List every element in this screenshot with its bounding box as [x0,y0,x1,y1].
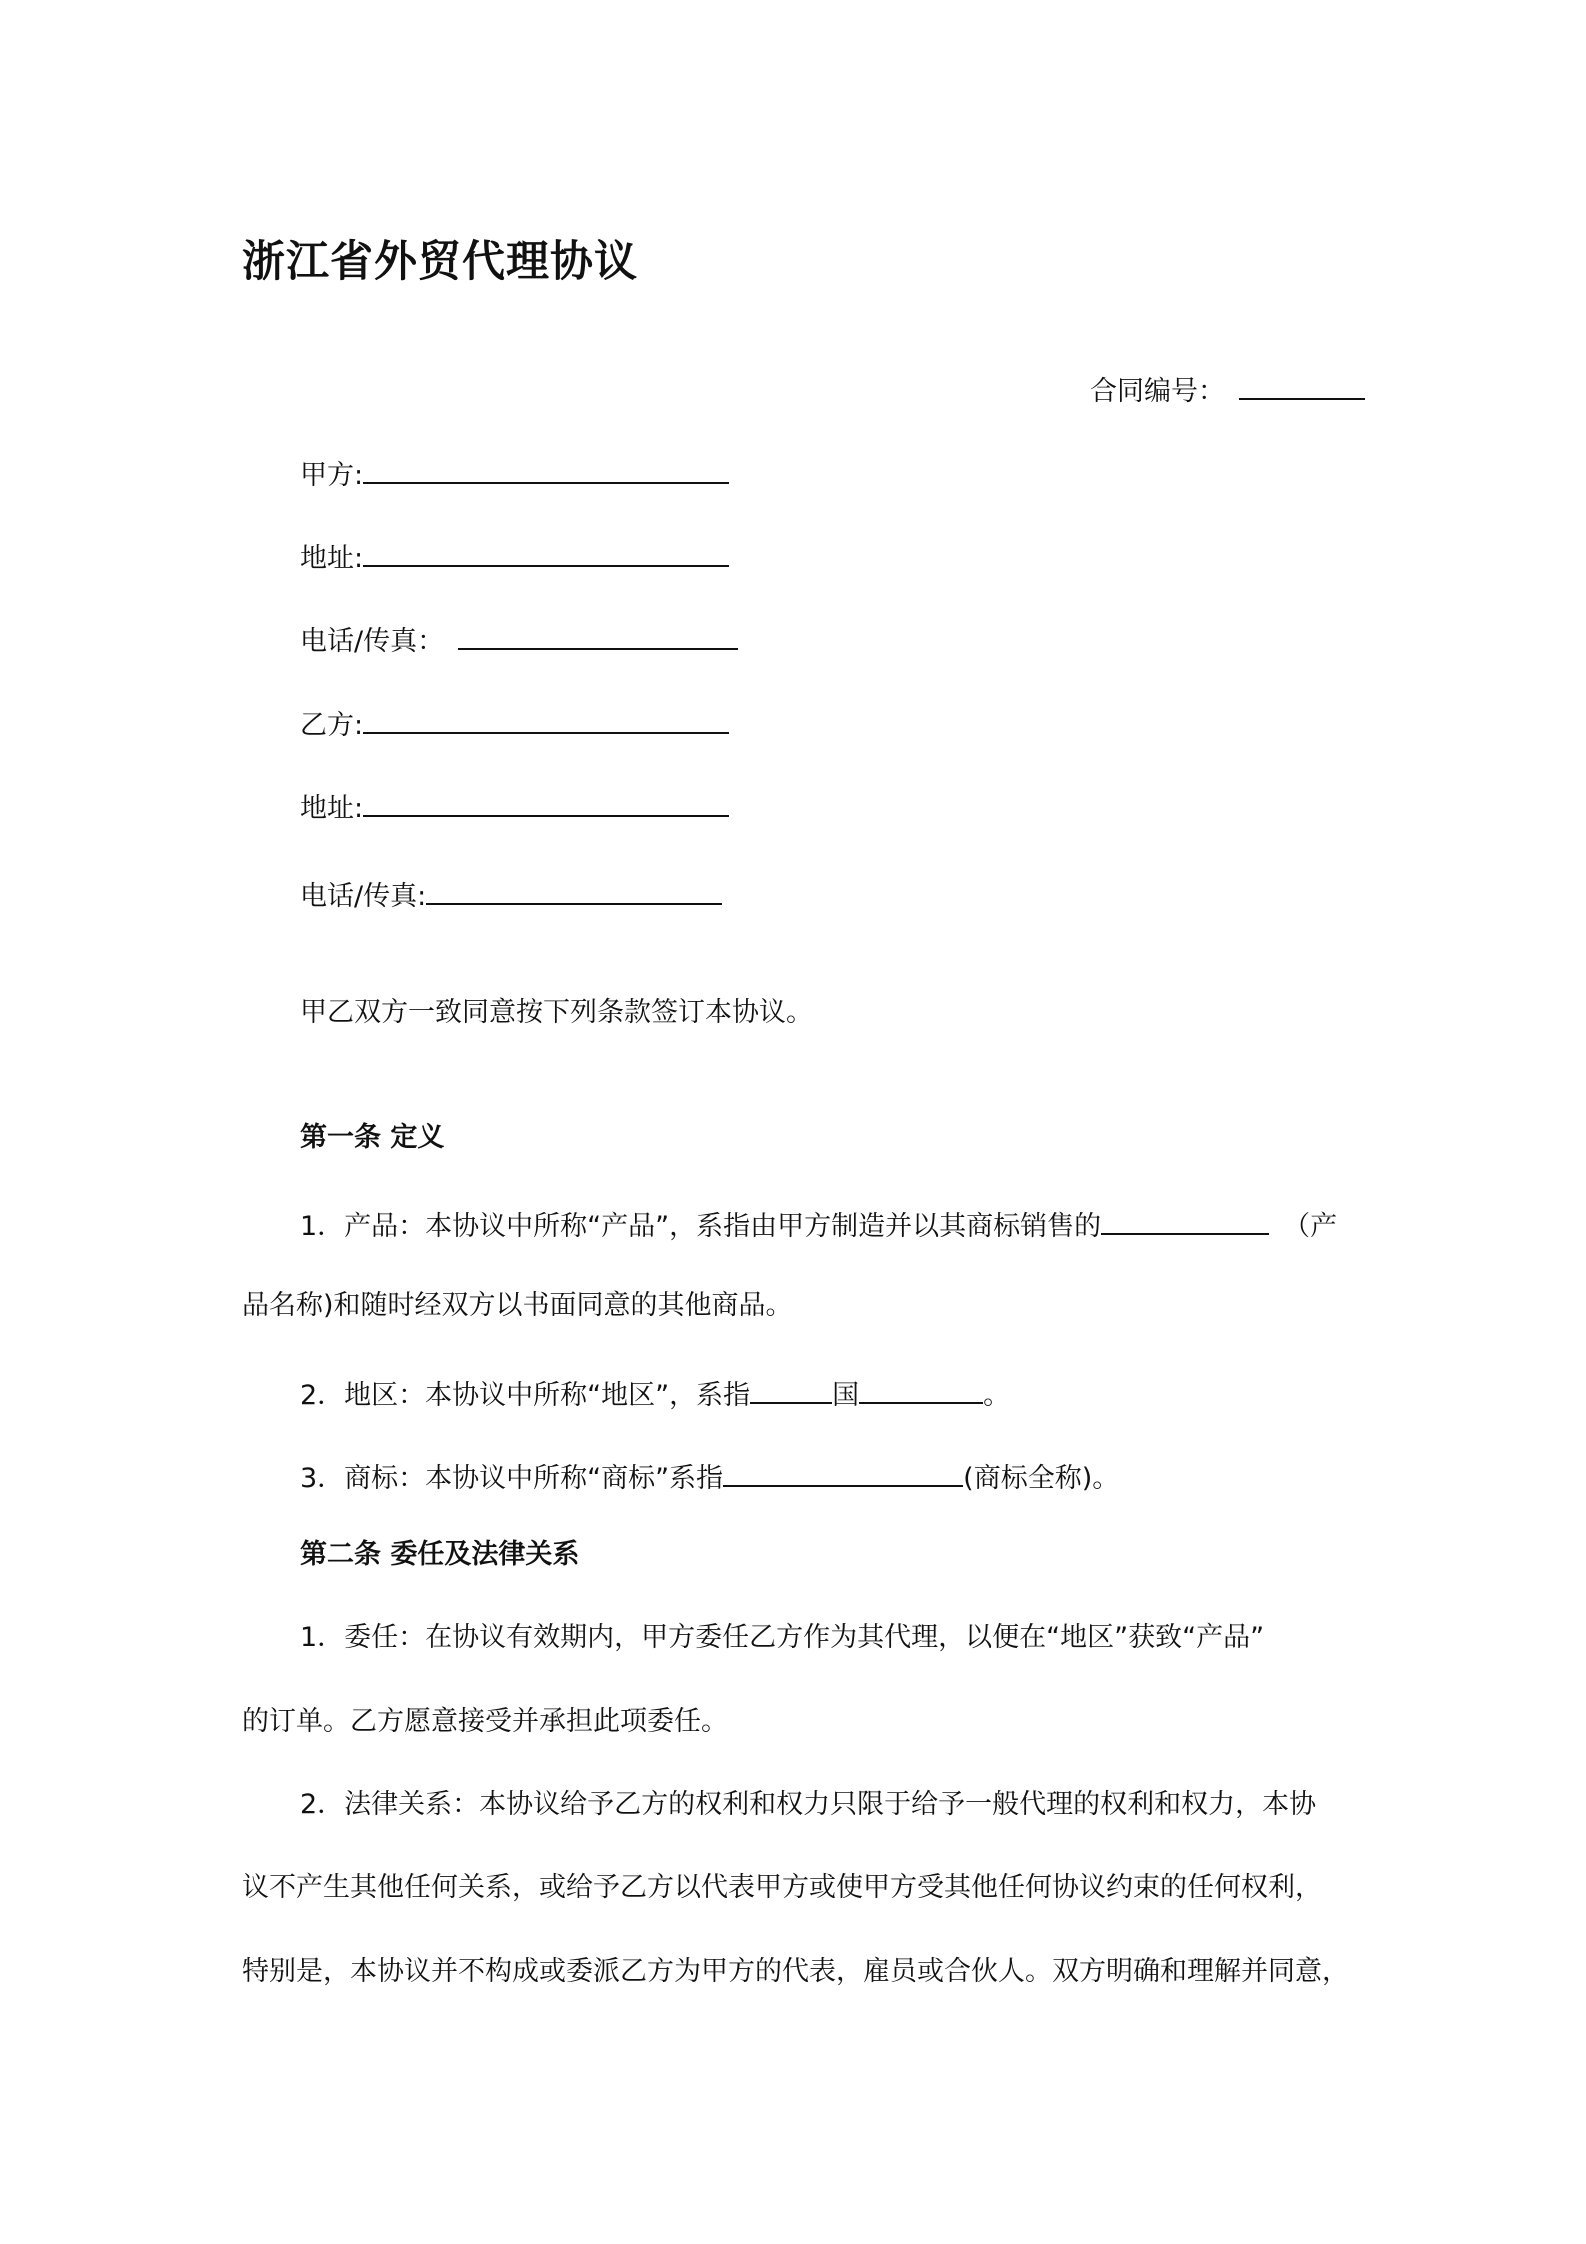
contract-number-line [1090,368,1365,410]
party-b-address-line [300,785,729,827]
trademark-blank [723,1455,963,1487]
article-1-item-2 [300,1372,1010,1414]
territory-blank-2 [859,1372,983,1404]
territory-blank-1 [750,1372,832,1404]
article-2-item-1-line-2: 的订单。乙方愿意接受并承担此项委任。 [242,1706,728,1737]
product-name-blank [1101,1203,1269,1235]
party-a-name-blank [363,452,729,484]
party-b-name-line [300,702,729,744]
party-a-address-blank [363,535,729,567]
article-1-item-3-text: 3．商标：本协议中所称“商标”系指 [300,1463,724,1494]
article-1-item-2-text: 2．地区：本协议中所称“地区”，系指 [300,1380,751,1411]
article-1-item-1-line-1 [300,1203,1337,1245]
article-2-heading: 第二条 委任及法律关系 [300,1539,580,1570]
party-b-address-label: 地址: [300,793,364,824]
article-2-item-2-line-1: 2．法律关系：本协议给予乙方的权利和权力只限于给予一般代理的权利和权力，本协 [300,1789,1317,1820]
party-b-address-blank [363,785,729,817]
article-1-item-2-end: 。 [983,1380,1011,1411]
article-1-heading: 第一条 定义 [300,1122,445,1153]
article-2-item-2-line-3: 特别是，本协议并不构成或委派乙方为甲方的代表，雇员或合伙人。双方明确和理解并同意， [242,1956,1349,1987]
intro-paragraph: 甲乙双方一致同意按下列条款签订本协议。 [300,997,813,1028]
party-b-phone-blank [426,873,722,905]
document-title: 浙江省外贸代理协议 [242,237,638,287]
contract-number-label: 合同编号： [1090,376,1225,407]
party-b-name-blank [363,702,729,734]
party-a-phone-blank [458,618,738,650]
article-1-item-1-paren: （产 [1283,1211,1338,1242]
party-a-address-line [300,535,729,577]
article-2-item-1-line-1: 1．委任：在协议有效期内，甲方委任乙方作为其代理，以便在“地区”获致“产品” [300,1622,1265,1653]
article-1-item-3 [300,1455,1119,1497]
party-a-address-label: 地址: [300,543,364,574]
article-1-item-3-end: (商标全称)。 [963,1463,1120,1494]
contract-number-blank [1239,368,1365,400]
party-b-name-label: 乙方: [300,710,364,741]
party-a-name-label: 甲方: [300,460,364,491]
party-a-phone-line [300,618,738,660]
article-1-item-1-text: 1．产品：本协议中所称“产品”，系指由甲方制造并以其商标销售的 [300,1211,1102,1242]
party-b-phone-label: 电话/传真: [300,881,427,912]
article-1-item-2-country: 国 [832,1380,860,1411]
article-1-item-1-line-2: 品名称)和随时经双方以书面同意的其他商品。 [242,1290,793,1321]
party-a-phone-label: 电话/传真： [300,626,445,657]
party-a-name-line [300,452,729,494]
article-2-item-2-line-2: 议不产生其他任何关系，或给予乙方以代表甲方或使甲方受其他任何协议约束的任何权利， [242,1872,1322,1903]
party-b-phone-line [300,873,722,915]
